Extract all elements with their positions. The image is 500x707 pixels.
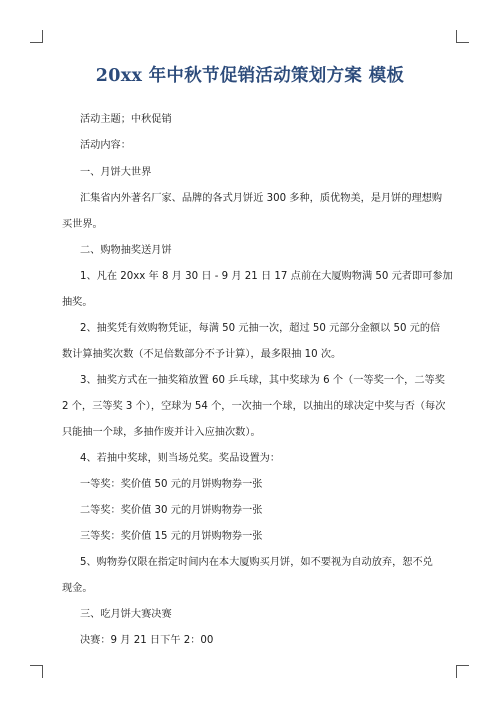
activity-theme-line: 活动主题；中秋促销 bbox=[80, 114, 172, 125]
paragraph-line: 汇集省内外著名厂家、品牌的各式月饼近 300 多种，质优物美，是月饼的理想购 bbox=[80, 193, 443, 204]
section-heading-3: 三、吃月饼大赛决赛 bbox=[80, 609, 172, 620]
paragraph-line: 5、购物券仅限在指定时间内在本大厦购买月饼，如不要视为自动放弃，恕不兑 bbox=[80, 557, 433, 568]
prize-second: 二等奖：奖价值 30 元的月饼购物券一张 bbox=[80, 505, 263, 516]
paragraph-line: 数计算抽奖次数（不足倍数部分不予计算），最多限抽 10 次。 bbox=[62, 349, 342, 360]
paragraph-line: 现金。 bbox=[62, 583, 93, 594]
crop-mark-bottom-left bbox=[30, 665, 43, 678]
paragraph-line: 1、凡在 20xx 年 8 月 30 日 - 9 月 21 日 17 点前在大厦购物满 50 元者即可参加 bbox=[80, 271, 453, 282]
paragraph-line: 买世界。 bbox=[62, 219, 103, 230]
section-heading-1: 一、月饼大世界 bbox=[80, 167, 152, 178]
paragraph-line: 4、若抽中奖球，则当场兑奖。奖品设置为： bbox=[80, 453, 281, 464]
prize-third: 三等奖：奖价值 15 元的月饼购物券一张 bbox=[80, 531, 263, 542]
crop-mark-bottom-right bbox=[456, 665, 469, 678]
section-heading-2: 二、购物抽奖送月饼 bbox=[80, 245, 172, 256]
paragraph-line: 2、抽奖凭有效购物凭证，每满 50 元抽一次，超过 50 元部分金额以 50 元的倍 bbox=[80, 323, 441, 334]
paragraph-line: 2 个，三等奖 3 个），空球为 54 个，一次抽一个球，以抽出的球决定中奖与否（每次 bbox=[62, 401, 446, 412]
paragraph-line: 3、抽奖方式在一抽奖箱放置 60 乒乓球，其中奖球为 6 个（一等奖一个，二等奖 bbox=[80, 375, 445, 386]
crop-mark-top-left bbox=[30, 30, 43, 43]
paragraph-line: 只能抽一个球，多抽作废并计入应抽次数）。 bbox=[62, 427, 261, 438]
paragraph-line: 抽奖。 bbox=[62, 297, 93, 308]
document-title: 20xx 年中秋节促销活动策划方案 模板 bbox=[95, 66, 405, 86]
crop-mark-top-right bbox=[456, 30, 469, 43]
prize-first: 一等奖：奖价值 50 元的月饼购物券一张 bbox=[80, 479, 263, 490]
activity-content-heading: 活动内容： bbox=[80, 140, 131, 151]
final-time-line: 决赛：9 月 21 日下午 2：00 bbox=[80, 635, 214, 646]
